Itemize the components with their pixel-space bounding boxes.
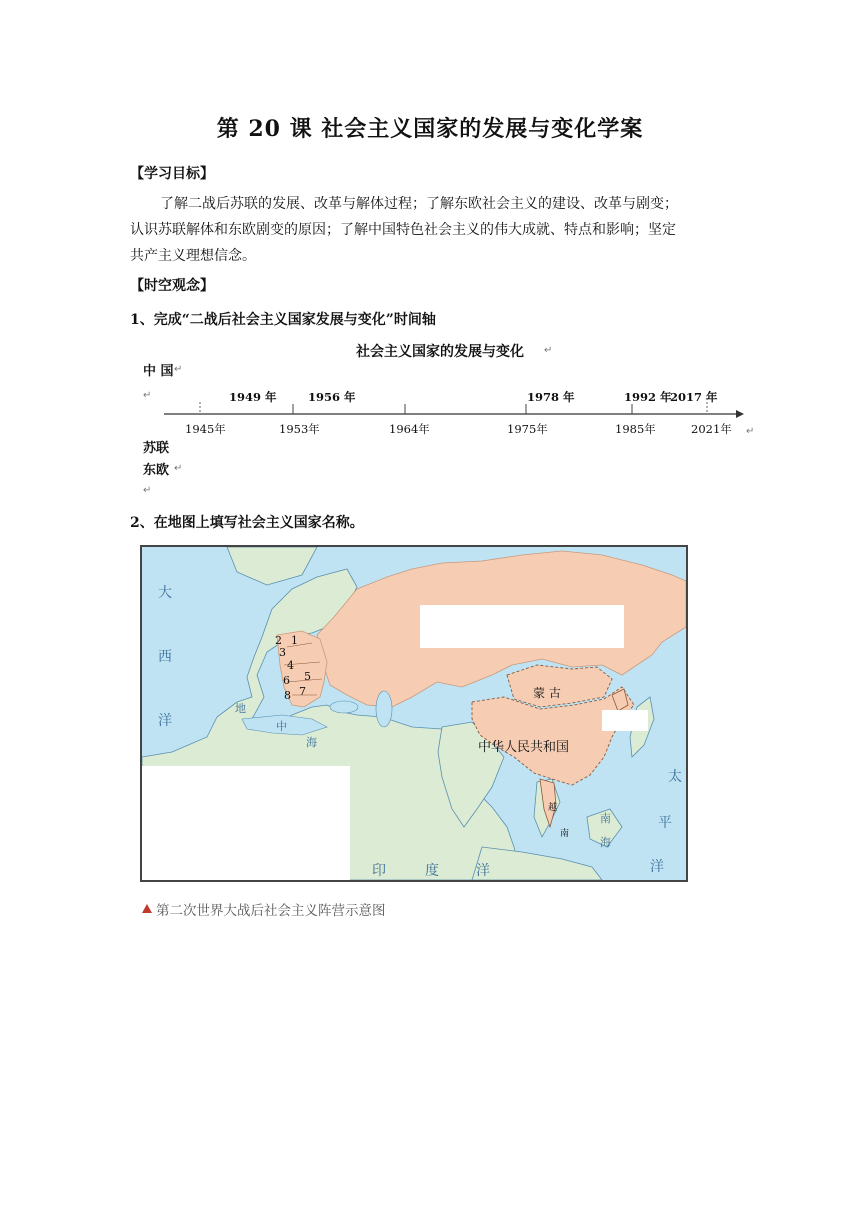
year-1945: 1945年 <box>185 422 226 436</box>
caption-triangle-icon <box>142 904 152 913</box>
map-number-3: 3 <box>279 646 286 659</box>
cover-box-legend <box>142 766 350 880</box>
question-2: 2、在地图上填写社会主义国家名称。 <box>130 515 364 531</box>
label-mediterranean-1: 地 <box>235 702 246 715</box>
year-1964: 1964年 <box>389 422 430 436</box>
cover-box-ussr <box>420 605 624 648</box>
row-label-eastern-europe: 东欧 <box>143 463 170 478</box>
timeline-title: 社会主义国家的发展与变化 <box>356 344 524 360</box>
label-pacific-1: 太 <box>668 769 682 785</box>
map-number-2: 2 <box>275 634 282 647</box>
label-south-sea-1: 南 <box>600 812 611 825</box>
year-1956: 1956 年 <box>308 390 356 404</box>
question-1: 1、完成“二战后社会主义国家发展与变化”时间轴 <box>130 312 436 328</box>
label-atlantic-1: 大 <box>158 585 172 601</box>
row-label-china: 中 国 <box>143 364 174 379</box>
axis-arrow <box>736 410 744 418</box>
return-mark: ↵ <box>174 463 183 474</box>
map-number-4: 4 <box>287 659 294 672</box>
goals-line-1: 了解二战后苏联的发展、改革与解体过程；了解东欧社会主义的建设、改革与剧变； <box>160 196 678 212</box>
label-atlantic-3: 洋 <box>158 713 172 729</box>
year-1975: 1975年 <box>507 422 548 436</box>
map-caption: 第二次世界大战后社会主义阵营示意图 <box>156 903 386 919</box>
return-mark: ↵ <box>174 364 183 375</box>
return-mark: ↵ <box>746 426 755 437</box>
year-1949: 1949 年 <box>229 390 277 404</box>
label-indian-3: 洋 <box>476 863 490 879</box>
label-vietnam-1: 越 <box>548 803 558 813</box>
return-mark: ↵ <box>143 485 152 496</box>
spacetime-heading: 【时空观念】 <box>130 278 214 294</box>
cover-box-korea <box>602 710 648 731</box>
goals-line-2: 认识苏联解体和东欧剧变的原因；了解中国特色社会主义的伟大成就、特点和影响；坚定 <box>130 222 676 238</box>
label-indian-1: 印 <box>372 863 386 879</box>
map-number-8: 8 <box>284 689 291 702</box>
map-number-1: 1 <box>291 634 298 647</box>
label-indian-2: 度 <box>425 863 439 879</box>
year-1985: 1985年 <box>615 422 656 436</box>
label-south-sea-2: 海 <box>600 836 611 849</box>
label-atlantic-2: 西 <box>158 649 172 665</box>
return-mark: ↵ <box>143 390 152 401</box>
year-1992: 1992 年 <box>624 390 672 404</box>
label-vietnam-2: 南 <box>560 829 570 839</box>
year-2017: 2017 年 <box>670 390 718 404</box>
map-number-6: 6 <box>283 674 290 687</box>
label-mongolia: 蒙 古 <box>533 686 561 700</box>
label-china: 中华人民共和国 <box>478 740 570 755</box>
learning-goals-heading: 【学习目标】 <box>130 166 214 182</box>
year-1953: 1953年 <box>279 422 320 436</box>
row-label-ussr: 苏联 <box>143 441 170 456</box>
page-title: 第 20 课 社会主义国家的发展与变化学案 <box>216 116 644 142</box>
goals-line-3: 共产主义理想信念。 <box>130 248 256 264</box>
label-pacific-3: 洋 <box>650 859 664 875</box>
year-2021: 2021年 <box>691 422 732 436</box>
label-mediterranean-3: 海 <box>306 736 317 749</box>
return-mark: ↵ <box>544 345 553 356</box>
label-mediterranean-2: 中 <box>276 720 287 733</box>
year-1978: 1978 年 <box>527 390 575 404</box>
map-number-5: 5 <box>304 670 311 683</box>
map-number-7: 7 <box>299 685 306 698</box>
label-pacific-2: 平 <box>658 815 672 831</box>
